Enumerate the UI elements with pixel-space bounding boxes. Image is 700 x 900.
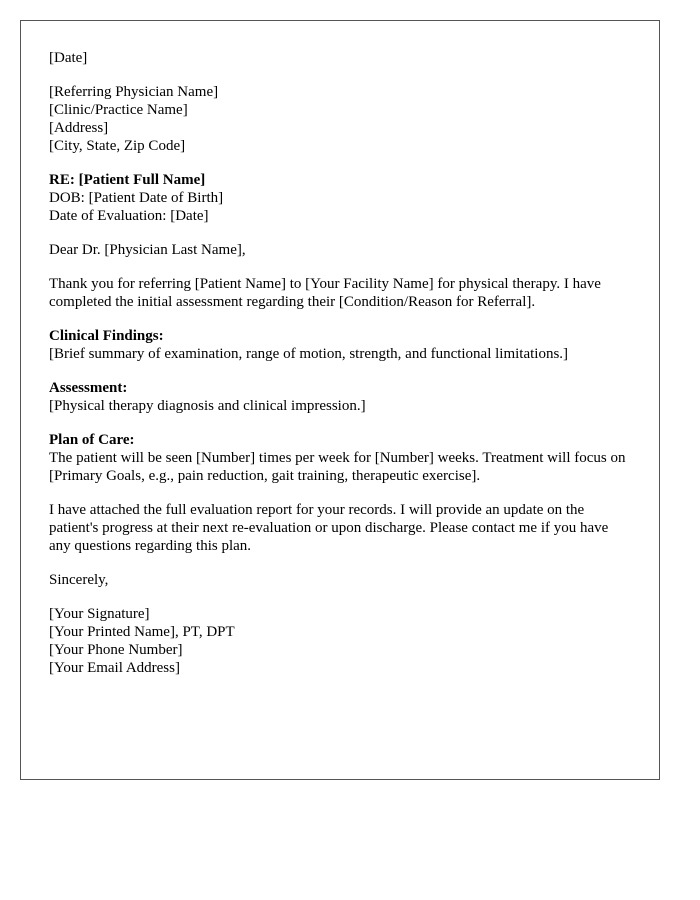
signature-block <box>49 605 629 677</box>
plan-of-care-heading: Plan of Care: <box>49 432 135 448</box>
salutation: Dear Dr. [Physician Last Name], <box>49 242 246 258</box>
signature-line: [Your Signature] <box>49 606 150 622</box>
salutation-block <box>49 241 629 259</box>
clinical-findings-text: [Brief summary of examination, range of motion, strength, and functional limitations.] <box>49 346 569 362</box>
clinical-findings-section <box>49 327 629 363</box>
recipient-name: [Referring Physician Name] <box>49 84 219 100</box>
recipient-city-state-zip: [City, State, Zip Code] <box>49 138 186 154</box>
sign-off-block <box>49 571 629 589</box>
letter-page <box>20 20 660 780</box>
intro-paragraph <box>49 275 629 311</box>
recipient-clinic: [Clinic/Practice Name] <box>49 102 188 118</box>
recipient-address-block <box>49 83 629 155</box>
closing-text: I have attached the full evaluation report for your records. I will provide an update on the patient's progress at their next re-evaluation or upon discharge. Please contact me if you have any questions regarding this plan. <box>49 502 609 554</box>
sign-off: Sincerely, <box>49 572 109 588</box>
plan-of-care-text: The patient will be seen [Number] times per week for [Number] weeks. Treatment will focus on [Primary Goals, e.g., pain reduction, gait training, therapeutic exercise]. <box>49 450 626 484</box>
printed-name: [Your Printed Name], PT, DPT <box>49 624 235 640</box>
assessment-text: [Physical therapy diagnosis and clinical impression.] <box>49 398 366 414</box>
re-subject: RE: [Patient Full Name] <box>49 172 206 188</box>
clinical-findings-heading: Clinical Findings: <box>49 328 164 344</box>
plan-of-care-section <box>49 431 629 485</box>
date-block <box>49 49 629 67</box>
assessment-heading: Assessment: <box>49 380 128 396</box>
letter-body <box>49 49 629 693</box>
evaluation-date: Date of Evaluation: [Date] <box>49 208 209 224</box>
re-block <box>49 171 629 225</box>
phone-number: [Your Phone Number] <box>49 642 183 658</box>
closing-paragraph <box>49 501 629 555</box>
email-address: [Your Email Address] <box>49 660 180 676</box>
recipient-address: [Address] <box>49 120 109 136</box>
assessment-section <box>49 379 629 415</box>
patient-dob: DOB: [Patient Date of Birth] <box>49 190 224 206</box>
letter-date: [Date] <box>49 50 88 66</box>
intro-text: Thank you for referring [Patient Name] to [Your Facility Name] for physical therapy. I have completed the initial assessment regarding their [Condition/Reason for Referral]. <box>49 276 601 310</box>
